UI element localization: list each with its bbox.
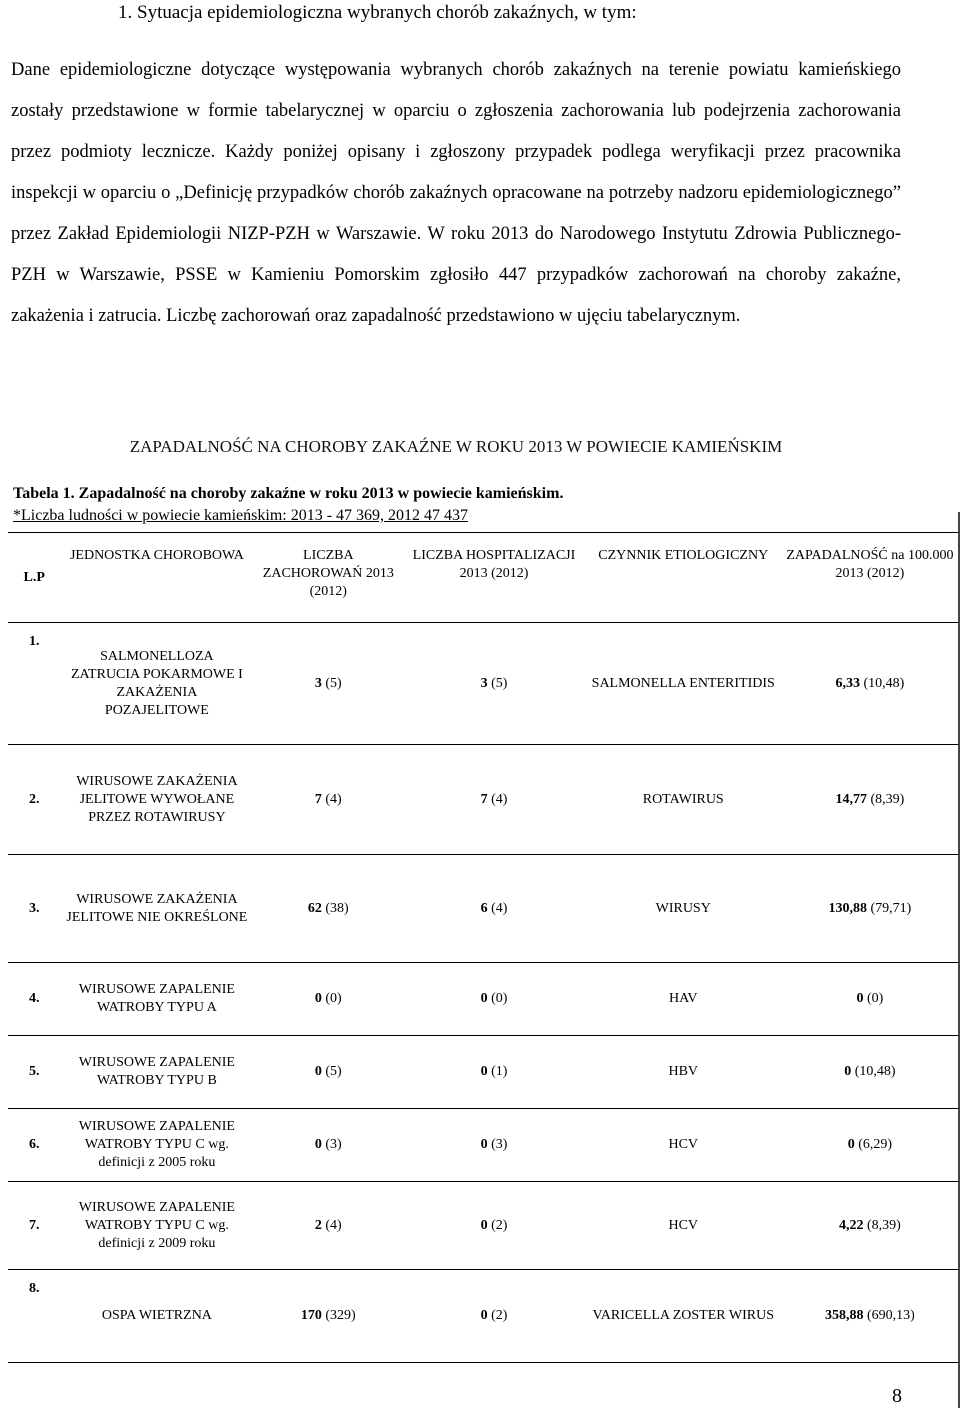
table-header-row — [8, 533, 958, 623]
row-lp: 2. — [8, 745, 60, 855]
row-lp: 7. — [8, 1182, 60, 1270]
row-incidence-rate: 14,77 (8,39) — [782, 745, 958, 855]
row-disease: WIRUSOWE ZAPALENIE WATROBY TYPU C wg. definicji z 2009 roku — [60, 1182, 253, 1270]
header-cases: LICZBA ZACHOROWAŃ 2013 (2012) — [253, 533, 403, 623]
header-incidence-rate: ZAPADALNOŚĆ na 100.000 2013 (2012) — [782, 533, 958, 623]
row-etiological-agent: VARICELLA ZOSTER WIRUS — [585, 1270, 782, 1363]
row-hospitalizations: 0 (1) — [403, 1036, 584, 1109]
row-etiological-agent: HCV — [585, 1182, 782, 1270]
row-cases: 0 (3) — [253, 1109, 403, 1182]
table-row — [8, 1182, 958, 1270]
row-cases: 7 (4) — [253, 745, 403, 855]
row-disease: WIRUSOWE ZAKAŻENIA JELITOWE NIE OKREŚLONE — [60, 855, 253, 963]
table-row — [8, 1109, 958, 1182]
incidence-table — [8, 532, 958, 1363]
row-hospitalizations: 7 (4) — [403, 745, 584, 855]
header-etiological-agent: CZYNNIK ETIOLOGICZNY — [585, 533, 782, 623]
header-hospitalizations: LICZBA HOSPITALIZACJI 2013 (2012) — [403, 533, 584, 623]
table-row — [8, 623, 958, 745]
row-etiological-agent: WIRUSY — [585, 855, 782, 963]
row-lp: 3. — [8, 855, 60, 963]
row-incidence-rate: 0 (6,29) — [782, 1109, 958, 1182]
row-disease: WIRUSOWE ZAKAŻENIA JELITOWE WYWOŁANE PRZEZ ROTAWIRUSY — [60, 745, 253, 855]
table-row — [8, 1270, 958, 1363]
row-lp: 8. — [8, 1270, 60, 1363]
row-cases: 2 (4) — [253, 1182, 403, 1270]
table-row — [8, 1036, 958, 1109]
row-cases: 0 (0) — [253, 963, 403, 1036]
row-hospitalizations: 3 (5) — [403, 623, 584, 745]
row-disease: WIRUSOWE ZAPALENIE WATROBY TYPU C wg. definicji z 2005 roku — [60, 1109, 253, 1182]
intro-paragraph: Dane epidemiologiczne dotyczące występowania wybranych chorób zakaźnych na terenie powiatu kamieńskiego zostały przedstawione w formie tabelarycznej w oparciu o zgłoszenia zachorowania lub podejrzenia zachorowania przez podmioty lecznicze. Każdy poniżej opisany i zgłoszony przypadek podlega weryfikacji przez pracownika inspekcji w oparciu o „Definicję przypadków chorób zakaźnych opracowane na potrzeby nadzoru epidemiologicznego” przez Zakład Epidemiologii NIZP-PZH w Warszawie. W roku 2013 do Narodowego Instytutu Zdrowia Publicznego- PZH w Warszawie, PSSE w Kamieniu Pomorskim zgłosiło 447 przypadków zachorowań na choroby zakaźne, zakażenia i zatrucia. Liczbę zachorowań oraz zapadalność przedstawiono w ujęciu tabelarycznym. — [11, 60, 901, 326]
row-disease: WIRUSOWE ZAPALENIE WATROBY TYPU B — [60, 1036, 253, 1109]
row-incidence-rate: 130,88 (79,71) — [782, 855, 958, 963]
table-caption: Tabela 1. Zapadalność na choroby zakaźne w roku 2013 w powiecie kamieńskim. — [13, 485, 564, 502]
row-hospitalizations: 0 (2) — [403, 1270, 584, 1363]
population-note-text: *Liczba ludności w powiecie kamieńskim: 2013 - 47 369, 2012 47 437 — [13, 507, 469, 524]
row-lp: 6. — [8, 1109, 60, 1182]
row-cases: 62 (38) — [253, 855, 403, 963]
row-etiological-agent: HCV — [585, 1109, 782, 1182]
incidence-title: ZAPADALNOŚĆ NA CHOROBY ZAKAŹNE W ROKU 2013 W POWIECIE KAMIEŃSKIM — [129, 437, 783, 456]
row-etiological-agent: HBV — [585, 1036, 782, 1109]
row-cases: 0 (5) — [253, 1036, 403, 1109]
row-hospitalizations: 0 (0) — [403, 963, 584, 1036]
row-incidence-rate: 6,33 (10,48) — [782, 623, 958, 745]
row-etiological-agent: ROTAWIRUS — [585, 745, 782, 855]
table-row — [8, 745, 958, 855]
row-hospitalizations: 6 (4) — [403, 855, 584, 963]
row-cases: 3 (5) — [253, 623, 403, 745]
row-hospitalizations: 0 (3) — [403, 1109, 584, 1182]
row-cases: 170 (329) — [253, 1270, 403, 1363]
population-note — [13, 507, 468, 525]
row-disease: SALMONELLOZA ZATRUCIA POKARMOWE I ZAKAŻENIA POZAJELITOWE — [60, 623, 253, 745]
row-incidence-rate: 358,88 (690,13) — [782, 1270, 958, 1363]
header-lp: L.P — [8, 533, 60, 623]
row-etiological-agent: SALMONELLA ENTERITIDIS — [585, 623, 782, 745]
row-incidence-rate: 0 (10,48) — [782, 1036, 958, 1109]
row-incidence-rate: 0 (0) — [782, 963, 958, 1036]
row-lp: 5. — [8, 1036, 60, 1109]
header-disease: JEDNOSTKA CHOROBOWA — [60, 533, 253, 623]
row-disease: OSPA WIETRZNA — [60, 1270, 253, 1363]
row-lp: 1. — [8, 623, 60, 745]
row-hospitalizations: 0 (2) — [403, 1182, 584, 1270]
row-incidence-rate: 4,22 (8,39) — [782, 1182, 958, 1270]
section-heading: 1. Sytuacja epidemiologiczna wybranych chorób zakaźnych, w tym: — [118, 2, 637, 23]
row-lp: 4. — [8, 963, 60, 1036]
page-number: 8 — [892, 1385, 902, 1407]
table-row — [8, 855, 958, 963]
row-disease: WIRUSOWE ZAPALENIE WATROBY TYPU A — [60, 963, 253, 1036]
row-etiological-agent: HAV — [585, 963, 782, 1036]
table-row — [8, 963, 958, 1036]
